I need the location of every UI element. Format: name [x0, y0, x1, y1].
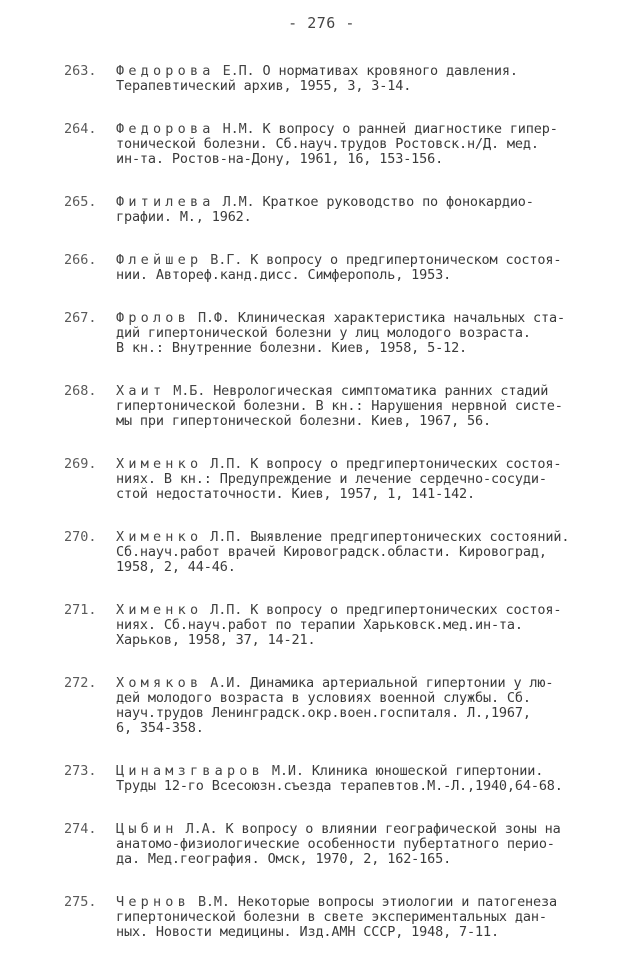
- entry-number: 268.: [64, 383, 97, 399]
- entry-line: [116, 764, 624, 779]
- entry-line: 6, 354-358.: [116, 720, 204, 736]
- bibliography-entry: [64, 457, 624, 502]
- entry-line-text: О нормативах кровяного давления.: [262, 63, 518, 79]
- entry-text: [116, 603, 624, 648]
- entry-line: [116, 64, 624, 79]
- entry-text: [116, 311, 624, 356]
- author-name: Чернов: [116, 894, 190, 910]
- entry-number: 272.: [64, 675, 97, 691]
- bibliography-entry: [64, 122, 624, 167]
- author-initials: Е.П.: [222, 63, 255, 79]
- entry-line: 1958, 2, 44-46.: [116, 559, 236, 575]
- entry-line: науч.трудов Ленинградск.окр.воен.госпиталя. Л.,1967,: [116, 705, 531, 721]
- entry-line: Труды 12-го Всесоюзн.съезда терапевтов.М.-Л.,1940,64-68.: [116, 778, 563, 794]
- entry-line: нии. Автореф.канд.дисс. Симферополь, 1953.: [116, 267, 452, 283]
- entry-line: Сб.науч.работ врачей Кировоградск.области. Кировоград,: [116, 544, 547, 560]
- entry-line: [116, 603, 624, 618]
- entry-line-text: Динамика артериальной гипертонии у лю-: [250, 675, 554, 691]
- author-initials: Л.П.: [210, 456, 243, 472]
- entry-line: [116, 457, 624, 472]
- author-initials: Л.А.: [185, 821, 218, 837]
- author-name: Федорова: [116, 63, 215, 79]
- entry-line-text: Некоторые вопросы этиологии и патогенеза: [237, 894, 557, 910]
- entry-line: да. Мед.география. Омск, 1970, 2, 162-165.: [116, 851, 452, 867]
- entry-number: 275.: [64, 894, 97, 910]
- bibliography-entry: [64, 676, 624, 736]
- entry-line: гипертонической болезни. В кн.: Нарушения нервной систе-: [116, 398, 563, 414]
- author-initials: Л.П.: [210, 529, 243, 545]
- entry-line: ин-та. Ростов-на-Дону, 1961, 16, 153-156.: [116, 151, 444, 167]
- bibliography-entry: [64, 530, 624, 575]
- entry-number: 269.: [64, 456, 97, 472]
- entry-line: ниях. Сб.науч.работ по терапии Харьковск.мед.ин-та.: [116, 617, 523, 633]
- entry-line-text: Неврологическая симптоматика ранних стадий: [213, 383, 549, 399]
- entry-line: графии. М., 1962.: [116, 209, 252, 225]
- entry-line: дий гипертонической болезни у лиц молодого возраста.: [116, 325, 531, 341]
- author-initials: Л.М.: [222, 194, 255, 210]
- entry-line: Харьков, 1958, 37, 14-21.: [116, 632, 316, 648]
- entry-line-text: К вопросу о ранней диагностике гипер-: [262, 121, 558, 137]
- author-name: Хаит: [116, 383, 166, 399]
- entry-line: [116, 122, 624, 137]
- entry-line: тонической болезни. Сб.науч.трудов Ростовск.н/Д. мед.: [116, 136, 539, 152]
- author-initials: М.Б.: [173, 383, 206, 399]
- entry-line-text: Клиника юношеской гипертонии.: [311, 763, 544, 779]
- author-name: Хименко: [116, 602, 203, 618]
- entry-line: В кн.: Внутренние болезни. Киев, 1958, 5-12.: [116, 340, 468, 356]
- bibliography-entry: [64, 384, 624, 429]
- entry-number: 263.: [64, 63, 97, 79]
- bibliography-entry: [64, 603, 624, 648]
- page-number: - 276 -: [288, 14, 355, 32]
- author-initials: Л.П.: [210, 602, 243, 618]
- entry-text: [116, 253, 624, 283]
- author-name: Цинамзгваров: [116, 763, 264, 779]
- entry-text: [116, 457, 624, 502]
- entry-text: [116, 530, 624, 575]
- entry-line: [116, 895, 624, 910]
- entry-number: 271.: [64, 602, 97, 618]
- entry-line-text: К вопросу о предгипертонических состоя-: [250, 456, 562, 472]
- entry-text: [116, 122, 624, 167]
- entry-number: 266.: [64, 252, 97, 268]
- author-name: Хименко: [116, 456, 203, 472]
- entry-number: 265.: [64, 194, 97, 210]
- author-name: Федорова: [116, 121, 215, 137]
- entry-line-text: К вопросу о предгипертонических состоя-: [250, 602, 562, 618]
- entry-line: дей молодого возраста в условиях военной службы. Сб.: [116, 690, 531, 706]
- entry-line: [116, 384, 624, 399]
- entry-number: 267.: [64, 310, 97, 326]
- author-initials: А.И.: [210, 675, 243, 691]
- entry-text: [116, 384, 624, 429]
- entry-line: [116, 311, 624, 326]
- entry-text: [116, 822, 624, 867]
- author-initials: В.Г.: [210, 252, 243, 268]
- author-name: Фролов: [116, 310, 190, 326]
- author-name: Хомяков: [116, 675, 203, 691]
- author-initials: М.И.: [271, 763, 304, 779]
- entry-line: [116, 530, 624, 545]
- entry-line: [116, 195, 624, 210]
- entry-line-text: Выявление предгипертонических состояний.: [250, 529, 570, 545]
- bibliography-entry: [64, 311, 624, 356]
- entry-line-text: К вопросу о влиянии географической зоны на: [225, 821, 561, 837]
- entry-line: [116, 676, 624, 691]
- bibliography-entry: [64, 822, 624, 867]
- entry-text: [116, 895, 624, 940]
- entry-number: 270.: [64, 529, 97, 545]
- entry-line: ниях. В кн.: Предупреждение и лечение сердечно-сосуди-: [116, 471, 547, 487]
- entry-line: анатомо-физиологические особенности пубертатного перио-: [116, 836, 555, 852]
- bibliography-entry: [64, 764, 624, 794]
- entry-line: гипертонической болезни в свете экспериментальных дан-: [116, 909, 547, 925]
- author-name: Фитилева: [116, 194, 215, 210]
- author-initials: П.Ф.: [197, 310, 230, 326]
- entry-line: [116, 822, 624, 837]
- entry-number: 274.: [64, 821, 97, 837]
- entry-line: ных. Новости медицины. Изд.АМН СССР, 1948, 7-11.: [116, 924, 499, 940]
- entry-number: 273.: [64, 763, 97, 779]
- author-name: Хименко: [116, 529, 203, 545]
- bibliography-entry: [64, 895, 624, 940]
- author-name: Флейшер: [116, 252, 203, 268]
- bibliography-entry: [64, 253, 624, 283]
- entry-line-text: Краткое руководство по фонокардио-: [262, 194, 534, 210]
- entry-line: мы при гипертонической болезни. Киев, 1967, 56.: [116, 413, 491, 429]
- bibliography-list: [64, 64, 624, 968]
- entry-line: Терапевтический архив, 1955, 3, 3-14.: [116, 78, 412, 94]
- author-initials: Н.М.: [222, 121, 255, 137]
- entry-line-text: Клиническая характеристика начальных ста-: [237, 310, 565, 326]
- author-name: Цыбин: [116, 821, 178, 837]
- entry-line: стой недостаточности. Киев, 1957, 1, 141-142.: [116, 486, 475, 502]
- entry-line: [116, 253, 624, 268]
- entry-text: [116, 195, 624, 225]
- entry-number: 264.: [64, 121, 97, 137]
- bibliography-entry: [64, 195, 624, 225]
- bibliography-entry: [64, 64, 624, 94]
- entry-text: [116, 764, 624, 794]
- entry-text: [116, 676, 624, 736]
- entry-text: [116, 64, 624, 94]
- entry-line-text: К вопросу о предгипертоническом состоя-: [250, 252, 562, 268]
- author-initials: В.М.: [197, 894, 230, 910]
